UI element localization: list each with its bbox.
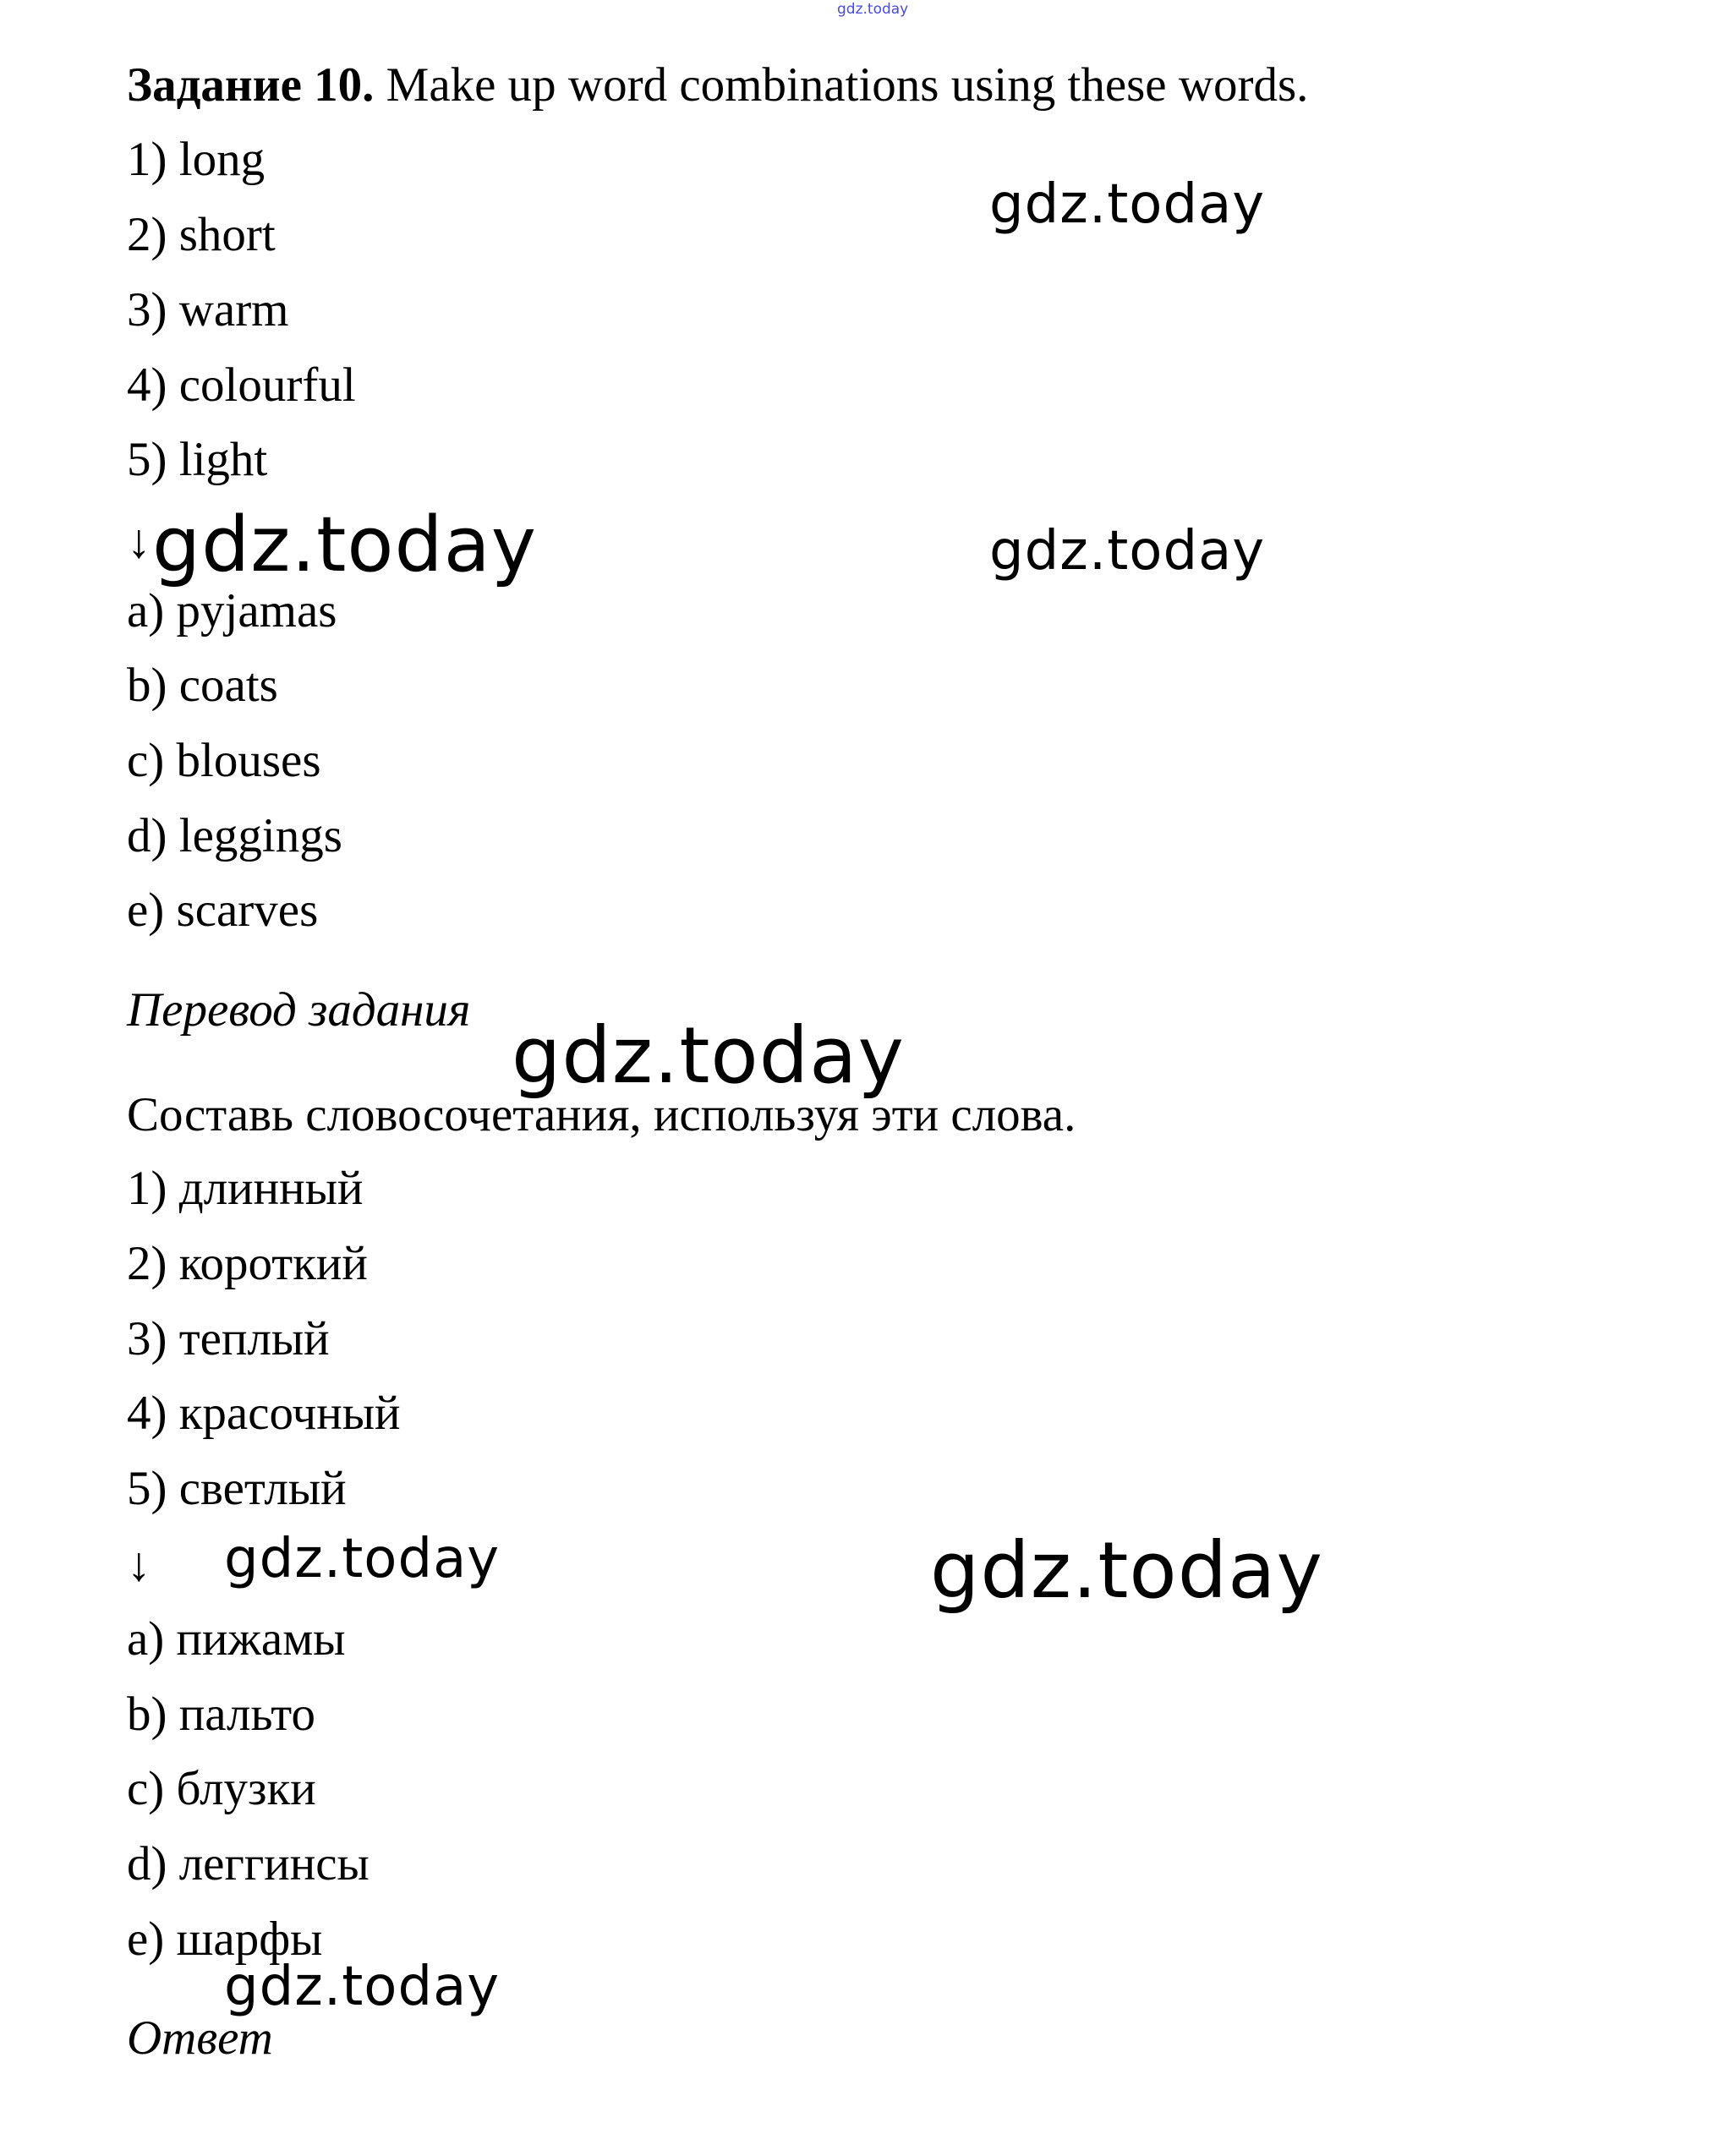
translated-noun-item: c) блузки	[127, 1762, 316, 1815]
watermark: gdz.today	[512, 1010, 905, 1101]
adjective-item: 3) warm	[127, 283, 289, 337]
translated-adjective-item: 2) короткий	[127, 1237, 368, 1290]
translated-adjective-item: 4) красочный	[127, 1387, 401, 1440]
watermark: gdz.today	[930, 1525, 1323, 1616]
translated-noun-item: b) пальто	[127, 1688, 315, 1741]
noun-item: e) scarves	[127, 884, 319, 937]
top-watermark: gdz.today	[837, 1, 909, 18]
translation-heading: Перевод задания	[127, 983, 471, 1037]
watermark: gdz.today	[224, 1528, 501, 1590]
translated-noun-item: e) шарфы	[127, 1912, 323, 1966]
adjective-item: 1) long	[127, 133, 266, 186]
noun-item: d) leggings	[127, 809, 342, 862]
task-instruction: Make up word combinations using these words.	[386, 58, 1309, 112]
down-arrow-icon: ↓	[127, 1538, 151, 1591]
adjective-item: 2) short	[127, 208, 276, 261]
watermark: gdz.today	[989, 173, 1266, 236]
noun-item: c) blouses	[127, 734, 321, 787]
translated-noun-item: a) пижамы	[127, 1612, 346, 1666]
translated-adjective-item: 3) теплый	[127, 1312, 330, 1365]
noun-item: b) coats	[127, 659, 278, 712]
noun-item: a) pyjamas	[127, 584, 337, 637]
translation-instruction: Составь словосочетания, используя эти слова.	[127, 1088, 1076, 1141]
translated-noun-item: d) леггинсы	[127, 1837, 370, 1891]
watermark: gdz.today	[224, 1956, 501, 2018]
task-number: Задание 10.	[127, 58, 375, 112]
answer-heading: Ответ	[127, 2011, 273, 2065]
watermark: gdz.today	[152, 501, 538, 589]
adjective-item: 5) light	[127, 433, 268, 486]
adjective-item: 4) colourful	[127, 358, 356, 412]
watermark: gdz.today	[989, 520, 1266, 583]
translated-adjective-item: 5) светлый	[127, 1462, 347, 1515]
task-heading	[127, 58, 1309, 112]
down-arrow-icon: ↓	[127, 515, 151, 568]
translated-adjective-item: 1) длинный	[127, 1162, 364, 1215]
